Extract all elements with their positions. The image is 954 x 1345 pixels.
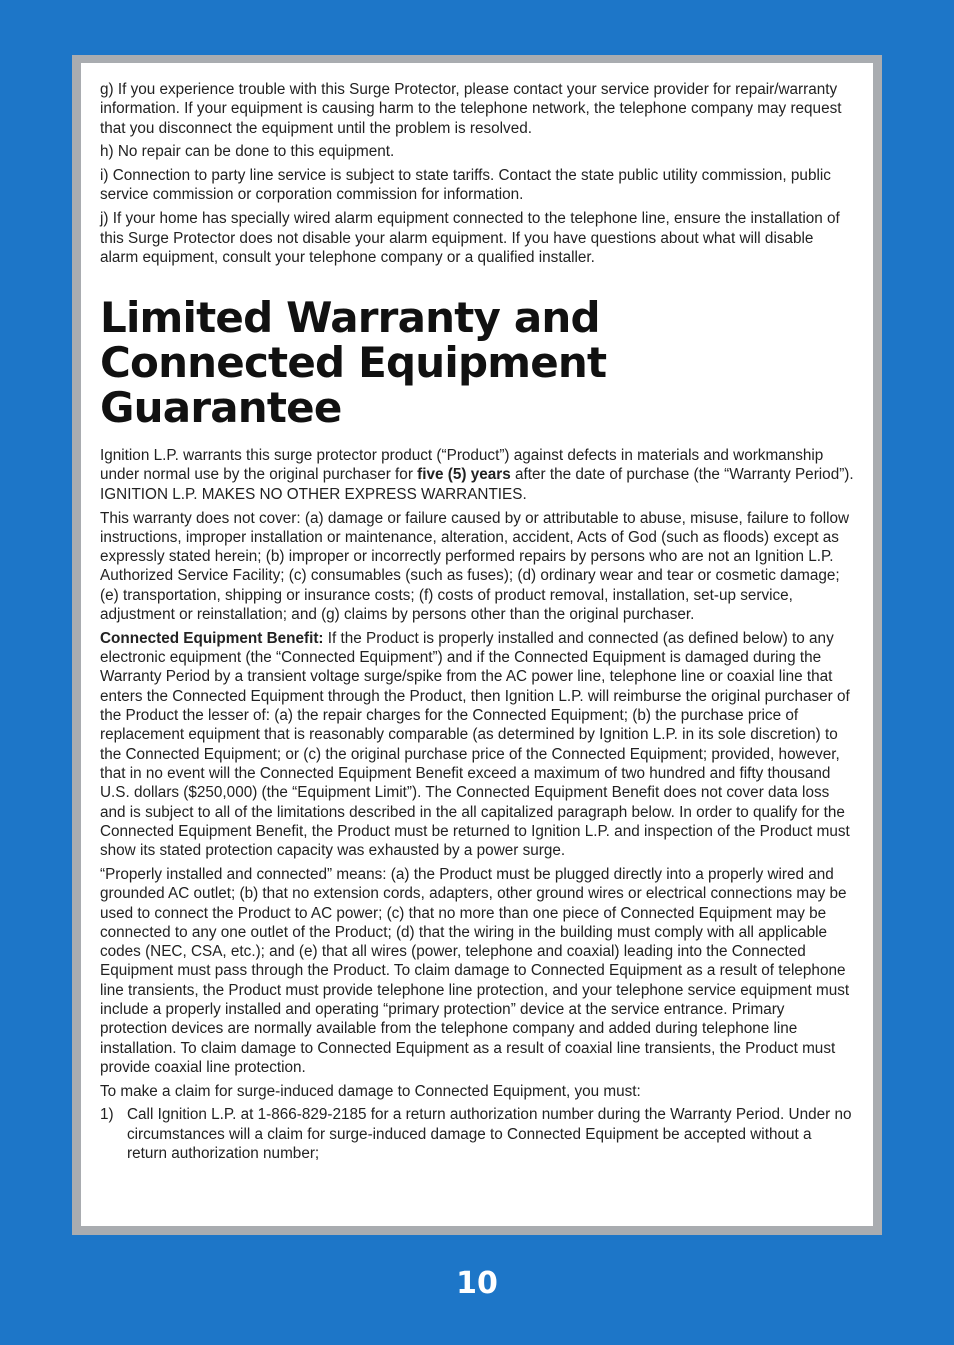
item-i: i) Connection to party line service is subject to state tariffs. Contact the state public utility commission, public service commission or corporation commission for information. — [100, 167, 831, 204]
document-panel — [81, 63, 873, 1226]
page-number: 10 — [456, 1266, 498, 1301]
section-heading — [100, 293, 855, 433]
benefit-text: If the Product is properly installed and connected (as defined below) to any electronic equipment (the “Connected Equipment”) and if the Connected Equipment is damaged during the Warranty Period by a transient voltage surge/spike from the AC power line, telephone line or coaxial line that enters the Connected Equipment through the Product, then Ignition L.P. will reimburse the original purchaser of the Product the lesser of: (a) the repair charges for the Connected Equipment; (b) the purchase price of replacement equipment that is reasonably comparable (as determined by Ignition L.P. in its sole discretion) to the Connected Equipment; or (c) the original purchase price of the Connected Equipment; provided, however, that in no event will the Connected Equipment Benefit exceed a maximum of two hundred and fifty thousand U.S. dollars ($250,000) (the “Equipment Limit”). The Connected Equipment Benefit does not cover data loss and is subject to all of the limitations described in the all capitalized paragraph below. In order to qualify for the Connected Equipment Benefit, the Product must be returned to Ignition L.P. and inspection of the Product must show its stated protection capacity was exhausted by a power surge. — [100, 629, 850, 860]
claim-step-1 — [100, 1105, 855, 1163]
item-j: j) If your home has specially wired alarm equipment connected to the telephone line, ensure the installation of this Surge Protector does not disable your alarm equipment. If you have questions about what will disable alarm equipment, consult your telephone company or a qualified installer. — [100, 210, 840, 266]
claim-intro: To make a claim for surge-induced damage to Connected Equipment, you must: — [100, 1082, 641, 1100]
claim-step-text: Call Ignition L.P. at 1-866-829-2185 for a return authorization number during the Warranty Period. Under no circumstances will a claim for surge-induced damage to Connected Equipment be accepted without a return authorization number; — [127, 1106, 852, 1163]
claim-step-number: 1) — [100, 1106, 114, 1124]
warranty-period-bold: five (5) years — [417, 466, 511, 484]
benefit-paragraph — [100, 629, 855, 861]
item-h: h) No repair can be done to this equipment. — [100, 143, 395, 161]
warranty-paragraph — [100, 446, 855, 504]
not-cover-paragraph: This warranty does not cover: (a) damage or failure caused by or attributable to abuse, misuse, failure to follow instructions, improper installation or maintenance, alteration, accident, Acts of God (such as floods) except as expressly stated herein; (b) improper or incorrectly performed repairs by persons who are not an Ignition L.P. Authorized Service Facility; (c) consumables (such as fuses); (d) ordinary wear and tear or cosmetic damage; (e) transportation, shipping or insurance costs; (f) costs of product removal, installation, set-up service, adjustment or reinstallation; and (g) claims by persons other than the original purchaser. — [100, 509, 850, 624]
item-g: g) If you experience trouble with this Surge Protector, please contact your service provider for repair/warranty information. If your equipment is causing harm to the telephone network, the telephone company may request that you disconnect the equipment until the problem is resolved. — [100, 81, 842, 137]
heading-line-1: Limited Warranty and — [100, 293, 600, 343]
properly-installed-paragraph: “Properly installed and connected” means: (a) the Product must be plugged directly into a properly wired and grounded AC outlet; (b) that no extension cords, adapters, other ground wires or electrical connections may be used to connect the Product to AC power; (c) that no more than one piece of Connected Equipment may be connected to any one outlet of the Product; (d) that the wiring in the building must comply with all applicable codes (NEC, CSA, etc.); and (e) that all wires (power, telephone and coaxial) leading into the Connected Equipment must pass through the Product. To claim damage to Connected Equipment as a result of telephone line transients, the Product must provide telephone line protection, and your telephone service equipment must include a properly installed and operating “primary protection” device at the service entrance. Primary protection devices are normally available from the telephone company and added during telephone line installation. To claim damage to Connected Equipment as a result of coaxial line transients, the Product must provide coaxial line protection. — [100, 865, 850, 1076]
warranty-text-pre: Ignition L.P. warrants this surge protector product (“Product”) against defects in materials and workmanship under normal use by the original purchaser for — [100, 447, 824, 484]
heading-line-2: Connected Equipment Guarantee — [100, 338, 607, 433]
warranty-text-post: after the date of purchase (the “Warranty Period”). IGNITION L.P. MAKES NO OTHER EXPRESS WARRANTIES. — [100, 466, 854, 503]
benefit-label: Connected Equipment Benefit: — [100, 629, 324, 647]
